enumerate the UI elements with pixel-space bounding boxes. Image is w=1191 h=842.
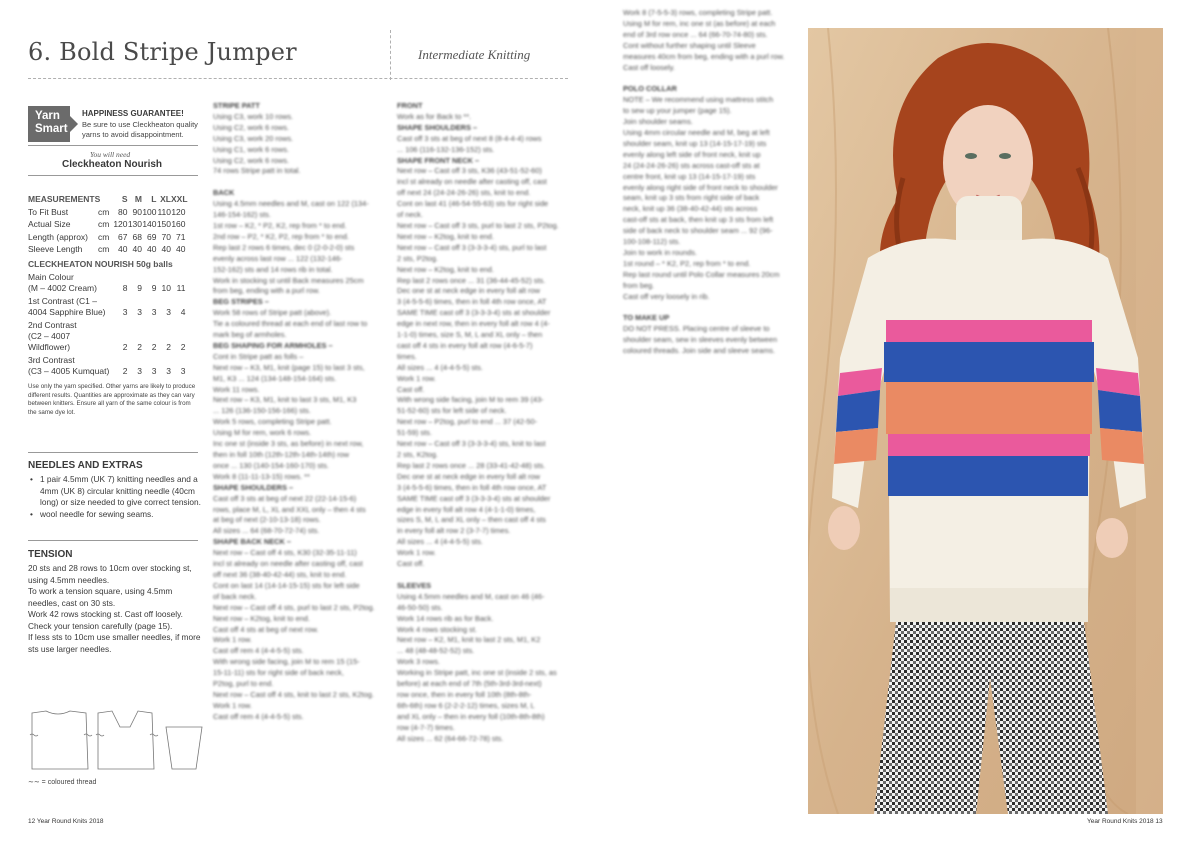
schematic-legend: ∼∼ = coloured thread (28, 779, 97, 786)
pattern-line: Cont without further shaping until Sleeve (623, 40, 756, 50)
measurement-value: 69 (147, 231, 157, 242)
colour-value: 9 (151, 282, 157, 293)
pattern-line: Using 4mm circular needle and M, beg at left (623, 127, 770, 137)
colour-label-line: Main Colour (28, 271, 74, 282)
header-divider-vertical (390, 30, 391, 80)
pattern-line: 1st round – * K2, P2, rep from * to end. (623, 258, 751, 268)
pattern-line: Cast off rem 4 (4-4-5-5) sts. (213, 646, 304, 656)
sleeve-outline (166, 727, 202, 769)
pattern-line: ... 48 (48-48-52-52) sts. (397, 646, 475, 656)
colour-label-line: 2nd Contrast (28, 319, 77, 330)
measurement-value: 80 (118, 206, 128, 217)
pattern-subheading: FRONT (397, 101, 423, 110)
pattern-line: centre front, knit up 13 (14-15-17-19) sts (623, 171, 756, 181)
pattern-line: of neck. (397, 210, 423, 220)
colour-value: 2 (151, 341, 157, 352)
measurement-label: To Fit Bust (28, 206, 69, 217)
pattern-line: shoulder seam, knit up 13 (14-15-17-19) sts (623, 138, 767, 148)
measurement-value: 120 (171, 206, 186, 217)
size-label: XXL (171, 194, 188, 204)
pattern-line: coloured threads. Join side and sleeve seams. (623, 346, 776, 356)
pattern-line: 152-162) sts and 14 rows rib in total. (213, 264, 333, 274)
pattern-line: Next row – Cast off 4 sts, K30 (32-35-11-11) (213, 548, 357, 558)
pattern-line: 6th-6th) row 6 (2-2-2-12) times, sizes M, L (397, 700, 535, 710)
pattern-line: Tie a coloured thread at each end of last row to (213, 319, 368, 329)
stripe-wildflower (886, 320, 1092, 342)
pattern-line: Cast off. (397, 384, 425, 394)
coloured-thread-marker (84, 734, 92, 736)
pattern-column (397, 101, 569, 821)
pattern-line: measures 40cm from beg, ending with a purl row. (623, 51, 785, 61)
colour-label (28, 355, 113, 377)
pattern-subheading: SLEEVES (397, 580, 432, 590)
pattern-line: times. (397, 351, 417, 361)
colour-value: 2 (122, 365, 128, 376)
pattern-line: SAME TIME cast off 3 (3-3-3-4) sts at shoulder (397, 308, 551, 318)
pattern-line: Using C1, work 6 rows. (213, 144, 289, 154)
pattern-line: 15-11-11) sts for right side of back neck, (213, 668, 344, 678)
pattern-subheading: BEG SHAPING FOR ARMHOLES – (213, 340, 333, 350)
pattern-line: evenly along left side of front neck, knit up (623, 149, 761, 159)
pattern-line: Next row – K3, M1, knit to last 3 sts, M1, K3 (213, 395, 357, 405)
measurement-value: 90 (132, 206, 142, 217)
pattern-line: 3 (4-5-5-6) times, then in foll 4th row once, AT (397, 297, 547, 307)
pattern-line: Cast off 3 sts at beg of next 22 (22-14-15-6) (213, 493, 357, 503)
measurement-label: Length (approx) (28, 231, 89, 242)
needles-list (28, 474, 203, 520)
footer-right: Year Round Knits 2018 13 (1087, 818, 1163, 825)
pattern-line: before) at each end of 7th (5th-3rd-3rd-next) (397, 679, 542, 689)
measurement-value: 40 (176, 244, 186, 255)
measurements-heading: MEASUREMENTS (28, 194, 101, 204)
colour-value: 11 (176, 282, 186, 293)
divider (28, 175, 198, 176)
pattern-line (623, 73, 795, 84)
measurement-value: 140 (142, 219, 157, 230)
colour-value: 3 (151, 365, 157, 376)
pattern-line: 1-1-0) times, size S, M, L and XL only – then (397, 330, 543, 340)
pattern-subheading: POLO COLLAR (623, 84, 677, 94)
pattern-line: Next row – K2, M1, knit to last 2 sts, M1, K2 (397, 635, 541, 645)
stripe-sapphire (884, 342, 1094, 382)
stripe-sapphire (888, 456, 1088, 496)
pattern-line: sizes S, M, L and XL only – then cast off 4 sts (397, 515, 546, 525)
pattern-line: Cont in Stripe patt as folls – (213, 351, 304, 361)
tension-body: 20 sts and 28 rows to 10cm over stocking st, using 4.5mm needles. To work a tension square, using 4.5mm needles, cast on 30 sts. Work 42 rows stocking st. Cast off loosely. Check your tension carefully (page 15). If less sts to 10cm use smaller needles, if more sts use larger needles. (28, 563, 201, 654)
yarn-smart-badge (28, 106, 70, 142)
colour-label-line: (C3 – 4005 Kumquat) (28, 365, 110, 376)
measurement-label: Actual Size (28, 219, 71, 230)
pattern-line: Rep last 2 rows once ... 31 (36-44-45-52) sts. (397, 275, 546, 285)
pattern-line: Work 1 row. (397, 548, 436, 558)
tension-heading: TENSION (28, 549, 73, 560)
pattern-line: 2 sts, K2tog. (397, 450, 439, 459)
colour-row (28, 272, 200, 294)
pattern-line: side of back neck to shoulder seam ... 92 (96- (623, 226, 773, 236)
header-divider-horizontal (28, 78, 568, 79)
pattern-line: Work 4 rows stocking st. (397, 624, 477, 634)
pattern-line: Join to work in rounds. (623, 247, 697, 257)
pattern-line: Next row – P2tog, purl to end ... 37 (42-50- (397, 417, 538, 427)
colour-label (28, 272, 113, 294)
pattern-line: Working in Stripe patt, inc one st (inside 2 sts, as (397, 668, 557, 678)
stripe-kumquat (886, 382, 1092, 434)
pattern-line: once ... 130 (140-154-160-170) sts. (213, 460, 329, 470)
pattern-line: off next 24 (24-24-26-26) sts, knit to end. (397, 188, 531, 198)
size-label: S (121, 194, 128, 204)
back-outline (32, 711, 88, 769)
pattern-line: 146-154-162) sts. (213, 210, 271, 220)
pattern-line: Cast off very loosely in rib. (623, 291, 710, 301)
pattern-line: 74 rows Stripe patt in total. (213, 166, 301, 176)
colour-label (28, 296, 113, 318)
colour-value: 10 (161, 282, 171, 293)
coloured-thread-marker (150, 734, 158, 736)
pattern-line: Using 4.5mm needles and M, cast on 46 (46- (397, 591, 545, 601)
pattern-line: All sizes ... 62 (64-66-72-78) sts. (397, 733, 504, 743)
measurement-value: 40 (161, 244, 171, 255)
colour-value: 3 (166, 365, 171, 376)
pattern-line: Cast off 4 sts at beg of next row. (213, 624, 319, 634)
pattern-line: Next row – Cast off 3 (3-3-3-4) sts, purl to last (397, 242, 547, 252)
pattern-line: NOTE – We recommend using mattress stitch (623, 95, 774, 105)
pattern-line: Rep last 2 rows once ... 28 (33-41-42-48) sts. (397, 460, 546, 470)
pattern-line: 2nd row – P2, * K2, P2, rep from * to end. (213, 231, 349, 241)
pattern-line (397, 570, 569, 581)
pattern-line: ... 106 (116-132-136-152) sts. (397, 144, 495, 154)
pattern-line: Work 58 rows of Stripe patt (above). (213, 308, 332, 318)
pattern-line: Work 8 (7-5-5-3) rows, completing Stripe patt. (623, 8, 773, 17)
pattern-line: evenly across last row ... 122 (132-146- (213, 253, 343, 263)
size-label: L (151, 194, 157, 204)
pattern-line: DO NOT PRESS. Placing centre of sleeve to (623, 324, 770, 334)
needles-heading: NEEDLES AND EXTRAS (28, 460, 143, 471)
yarn-note: Use only the yarn specified. Other yarns are likely to produce different results. Quantities are approximate as they can vary between knitters. Ensure all yarn of the same colour is from the same dye lot. (28, 382, 196, 416)
pattern-line: 51-52-60) sts for left side of neck. (397, 406, 507, 416)
pattern-line: Cast off rem 4 (4-4-5-5) sts. (213, 711, 304, 721)
pattern-subheading: TO MAKE UP (623, 313, 670, 323)
pattern-line: Cont on last 14 (14-14-15-15) sts for left side (213, 580, 360, 590)
measurement-value: 100 (142, 206, 157, 217)
colour-value: 2 (122, 341, 128, 352)
pattern-line: Work 11 rows. (213, 384, 260, 394)
pattern-line: 3 (4-5-5-6) times, then in foll 4th row once, AT (397, 482, 547, 492)
colour-label (28, 320, 113, 353)
colour-label-line: 4004 Sapphire Blue) (28, 306, 106, 317)
you-will-need-label: You will need (90, 150, 131, 159)
pattern-line: 2 sts, P2tog. (397, 253, 439, 263)
pattern-line: Next row – Cast off 4 sts, purl to last 2 sts, P2tog. (213, 602, 375, 612)
pattern-line: Work 1 row. (213, 700, 252, 710)
pattern-subheading: SHAPE SHOULDERS – (213, 482, 294, 492)
page-title: 6. Bold Stripe Jumper (28, 38, 297, 66)
pattern-line: Next row – K2tog, knit to end. (213, 613, 310, 623)
colour-value: 4 (180, 306, 186, 317)
pattern-line: Dec one st at neck edge in every foll alt row (397, 471, 540, 481)
pattern-subheading: BEG STRIPES – (213, 297, 269, 307)
pattern-line: Join shoulder seams. (623, 117, 693, 127)
pattern-line: With wrong side facing, join M to rem 15 (15- (213, 657, 360, 667)
pattern-line: Rep last round until Polo Collar measures 20cm (623, 269, 780, 279)
colour-value: 2 (180, 341, 186, 352)
measurement-value: 110 (157, 206, 171, 217)
measurement-row (28, 218, 200, 231)
pattern-line: Work 1 row. (213, 635, 252, 645)
pattern-line: Using C3, work 10 rows. (213, 111, 294, 121)
front-outline (98, 711, 154, 769)
pattern-line: With wrong side facing, join M to rem 39 (43- (397, 395, 544, 405)
pattern-line: Work 1 row. (397, 373, 436, 383)
measurement-row (28, 206, 200, 219)
colour-value: 3 (166, 306, 171, 317)
yarn-quantity-heading: CLECKHEATON NOURISH 50g balls (28, 258, 173, 269)
colour-value: 3 (122, 306, 128, 317)
pattern-line: Using C2, work 6 rows. (213, 122, 289, 132)
pattern-column (213, 101, 385, 806)
coloured-thread-marker (30, 734, 38, 736)
pattern-line: Using C3, work 20 rows. (213, 133, 294, 143)
list-item: • 1 pair 4.5mm (UK 7) knitting needles and a 4mm (UK 8) circular knitting needle (40cm long) or size needed to give correct tension. (28, 474, 203, 509)
colour-value: 9 (137, 282, 142, 293)
pattern-line: M1, K3 ... 124 (134-148-154-164) sts. (213, 373, 337, 383)
pattern-line: mark beg of armholes. (213, 330, 287, 340)
measurement-unit: cm (98, 244, 110, 255)
measurement-value: 68 (132, 231, 142, 242)
pattern-subheading: BACK (213, 188, 235, 198)
pattern-line: evenly along right side of front neck to shoulder (623, 182, 778, 192)
guarantee-title: HAPPINESS GUARANTEE! (82, 109, 184, 118)
pattern-line: 51-59) sts. (397, 428, 432, 438)
pattern-line: Work in stocking st until Back measures 25cm (213, 275, 364, 285)
measurement-value: 40 (118, 244, 128, 255)
footer-left: 12 Year Round Knits 2018 (28, 818, 104, 825)
measurement-value: 150 (156, 219, 171, 230)
colour-value: 3 (151, 306, 157, 317)
colour-label-line: 1st Contrast (C1 – (28, 295, 97, 306)
pattern-line: incl st already on needle after casting off, cast (397, 177, 547, 187)
colour-value: 2 (166, 341, 171, 352)
measurement-value: 130 (127, 219, 142, 230)
pattern-line: Cast off loosely. (623, 62, 675, 72)
pattern-subheading: SHAPE FRONT NECK – (397, 155, 480, 165)
pattern-line: Next row – Cast off 3 sts, K36 (43-51-52-60) (397, 166, 542, 176)
pattern-line: incl st already on needle after casting off, cast (213, 559, 363, 569)
colour-row (28, 320, 200, 353)
measurements-table (28, 193, 200, 417)
pattern-line: Next row – K2tog, knit to end. (397, 231, 494, 241)
colour-value: 3 (137, 365, 142, 376)
yarn-name: Cleckheaton Nourish (62, 159, 163, 170)
pattern-line: All sizes ... 64 (68-70-72-74) sts. (213, 526, 320, 536)
pattern-line (623, 302, 795, 313)
yarn-smart-badge-line1: Yarn (35, 110, 60, 122)
pattern-line: end of 3rd row once ... 64 (66-70-74-80) sts. (623, 29, 768, 39)
measurement-value: 160 (171, 219, 186, 230)
pattern-line: to sew up your jumper (page 15). (623, 106, 732, 116)
pattern-line: neck, knit up 36 (38-40-42-44) sts across (623, 204, 758, 214)
pattern-line: edge in every foll alt row 4 (4-1-1-0) times, (397, 504, 536, 514)
pattern-line: Work 8 (11-11-13-15) rows. ** (213, 471, 310, 481)
coloured-thread-marker (96, 734, 104, 736)
measurement-unit: cm (98, 231, 110, 242)
skill-level: Intermediate Knitting (418, 47, 531, 62)
pattern-column (623, 8, 795, 458)
front-schematic (96, 711, 158, 769)
measurement-value: 120 (113, 219, 128, 230)
pattern-line: from beg. (623, 280, 655, 290)
colour-label-line: (C2 – 4007 Wildflower) (28, 330, 71, 352)
pattern-line: Work 14 rows rib as for Back. (397, 613, 494, 623)
pattern-line: All sizes ... 4 (4-4-5-5) sts. (397, 537, 483, 547)
pattern-line: from beg, ending with a purl row. (213, 286, 320, 296)
pattern-line: Inc one st (inside 3 sts, as before) in next row, (213, 439, 364, 449)
list-item: • wool needle for sewing seams. (28, 509, 203, 521)
measurements-header-row (28, 193, 200, 206)
pattern-line: Cast off 3 sts at beg of next 8 (8-4-4-4) rows (397, 133, 542, 143)
colour-label-line: (M – 4002 Cream) (28, 282, 97, 293)
colour-value: 3 (137, 306, 142, 317)
sleeve-schematic (166, 727, 202, 769)
measurement-unit: cm (98, 206, 110, 217)
pattern-line: cast-off sts at back, then knit up 3 sts from left (623, 215, 774, 225)
measurement-value: 40 (147, 244, 157, 255)
pattern-line: shoulder seam, sew in sleeves evenly between (623, 335, 778, 345)
pattern-line: Dec one st at neck edge in every foll alt row (397, 286, 540, 296)
garment-schematic (28, 705, 208, 775)
pattern-line: in every foll alt row 2 (3-7-7) times. (397, 526, 511, 536)
pattern-line: off next 36 (38-40-42-44) sts, knit to end. (213, 569, 347, 579)
size-label: XL (160, 194, 171, 204)
colour-value: 3 (180, 365, 186, 376)
back-schematic (30, 711, 92, 769)
pattern-subheading: SHAPE BACK NECK – (213, 537, 292, 547)
pattern-line: and XL only – then in every foll (10th-8th-8th) (397, 711, 545, 721)
pattern-subheading: SHAPE SHOULDERS – (397, 122, 478, 132)
pattern-line: cast off 4 sts in every foll alt row (4-6-5-7) (397, 340, 533, 350)
pattern-line: then in foll 10th (12th-12th-14th-14th) row (213, 450, 349, 459)
pattern-line: ... 126 (136-150-156-166) sts. (213, 406, 311, 416)
pattern-line: 1st row – K2, * P2, K2, rep from * to end. (213, 220, 347, 230)
pattern-line: Rep last 2 rows 6 times, dec 0 (2-0-2-0) sts (213, 242, 355, 252)
pattern-line: 46-50-50) sts. (397, 602, 443, 612)
pattern-line: row (4-7-7) times. (397, 722, 455, 732)
yarn-smart-badge-line2: Smart (35, 123, 68, 135)
colour-value: 2 (137, 341, 142, 352)
colour-row (28, 355, 200, 377)
pattern-line: rows, place M, L, XL and XXL only – then 4 sts (213, 504, 366, 514)
pattern-line: Cont on last 41 (46-54-55-63) sts for right side (397, 199, 549, 209)
divider (28, 145, 198, 146)
colour-label-line: 3rd Contrast (28, 354, 75, 365)
pattern-line: Work as for Back to **. (397, 111, 472, 121)
guarantee-body: Be sure to use Cleckheaton quality yarns to avoid disappointment. (82, 120, 198, 139)
colour-row (28, 296, 200, 318)
pattern-line: Next row – Cast off 3 (3-3-3-4) sts, knit to last (397, 439, 546, 449)
pattern-line: Next row – Cast off 4 sts, knit to last 2 sts, K2tog. (213, 689, 374, 699)
model-photo (808, 28, 1163, 814)
pattern-line (213, 177, 385, 188)
measurement-row (28, 243, 200, 256)
pattern-line: edge in next row, then in every foll alt row 4 (4- (397, 319, 550, 329)
pattern-line: P2tog, purl to end. (213, 679, 274, 689)
pattern-line: Work 3 rows. (397, 657, 440, 667)
measurement-row (28, 231, 200, 244)
divider (28, 540, 198, 541)
measurement-value: 67 (118, 231, 128, 242)
divider (28, 452, 198, 453)
pattern-line: Next row – K3, M1, knit (page 15) to last 3 sts, (213, 362, 365, 372)
pattern-line: Cast off. (397, 559, 425, 569)
pattern-line: at beg of next (2-10-13-18) rows. (213, 515, 321, 525)
pattern-line: All sizes ... 4 (4-4-5-5) sts. (397, 362, 483, 372)
measurement-label: Sleeve Length (28, 244, 83, 255)
pattern-line: Next row – K2tog, knit to end. (397, 264, 494, 274)
pattern-line: SAME TIME cast off 3 (3-3-3-4) sts at shoulder (397, 493, 551, 503)
pattern-line: Next row – Cast off 3 sts, purl to last 2 sts, P2tog. (397, 220, 559, 230)
pattern-line: Using C2, work 6 rows. (213, 155, 289, 165)
colour-value: 8 (122, 282, 128, 293)
stripe-wildflower (888, 434, 1090, 456)
measurement-value: 40 (132, 244, 142, 255)
pattern-line: Using M for rem, work 6 rows. (213, 428, 312, 438)
pattern-line: 24 (24-24-26-26) sts across cast-off sts at (623, 160, 760, 170)
pattern-line: Using 4.5mm needles and M, cast on 122 (134- (213, 199, 369, 209)
measurement-unit: cm (98, 219, 110, 230)
pattern-line: seam, knit up 3 sts from right side of back (623, 193, 760, 203)
pattern-line: Work 5 rows, completing Stripe patt. (213, 417, 332, 427)
pattern-subheading: STRIPE PATT (213, 101, 260, 110)
pattern-line: of back neck. (213, 591, 257, 601)
size-label: M (134, 194, 142, 204)
measurement-value: 71 (176, 231, 186, 242)
measurement-value: 70 (161, 231, 171, 242)
pattern-line: Using M for rem, inc one st (as before) at each (623, 18, 776, 28)
pattern-line: 100-108-112) sts. (623, 237, 681, 247)
pattern-line: row once, then in every foll 10th (8th-8th- (397, 689, 532, 699)
